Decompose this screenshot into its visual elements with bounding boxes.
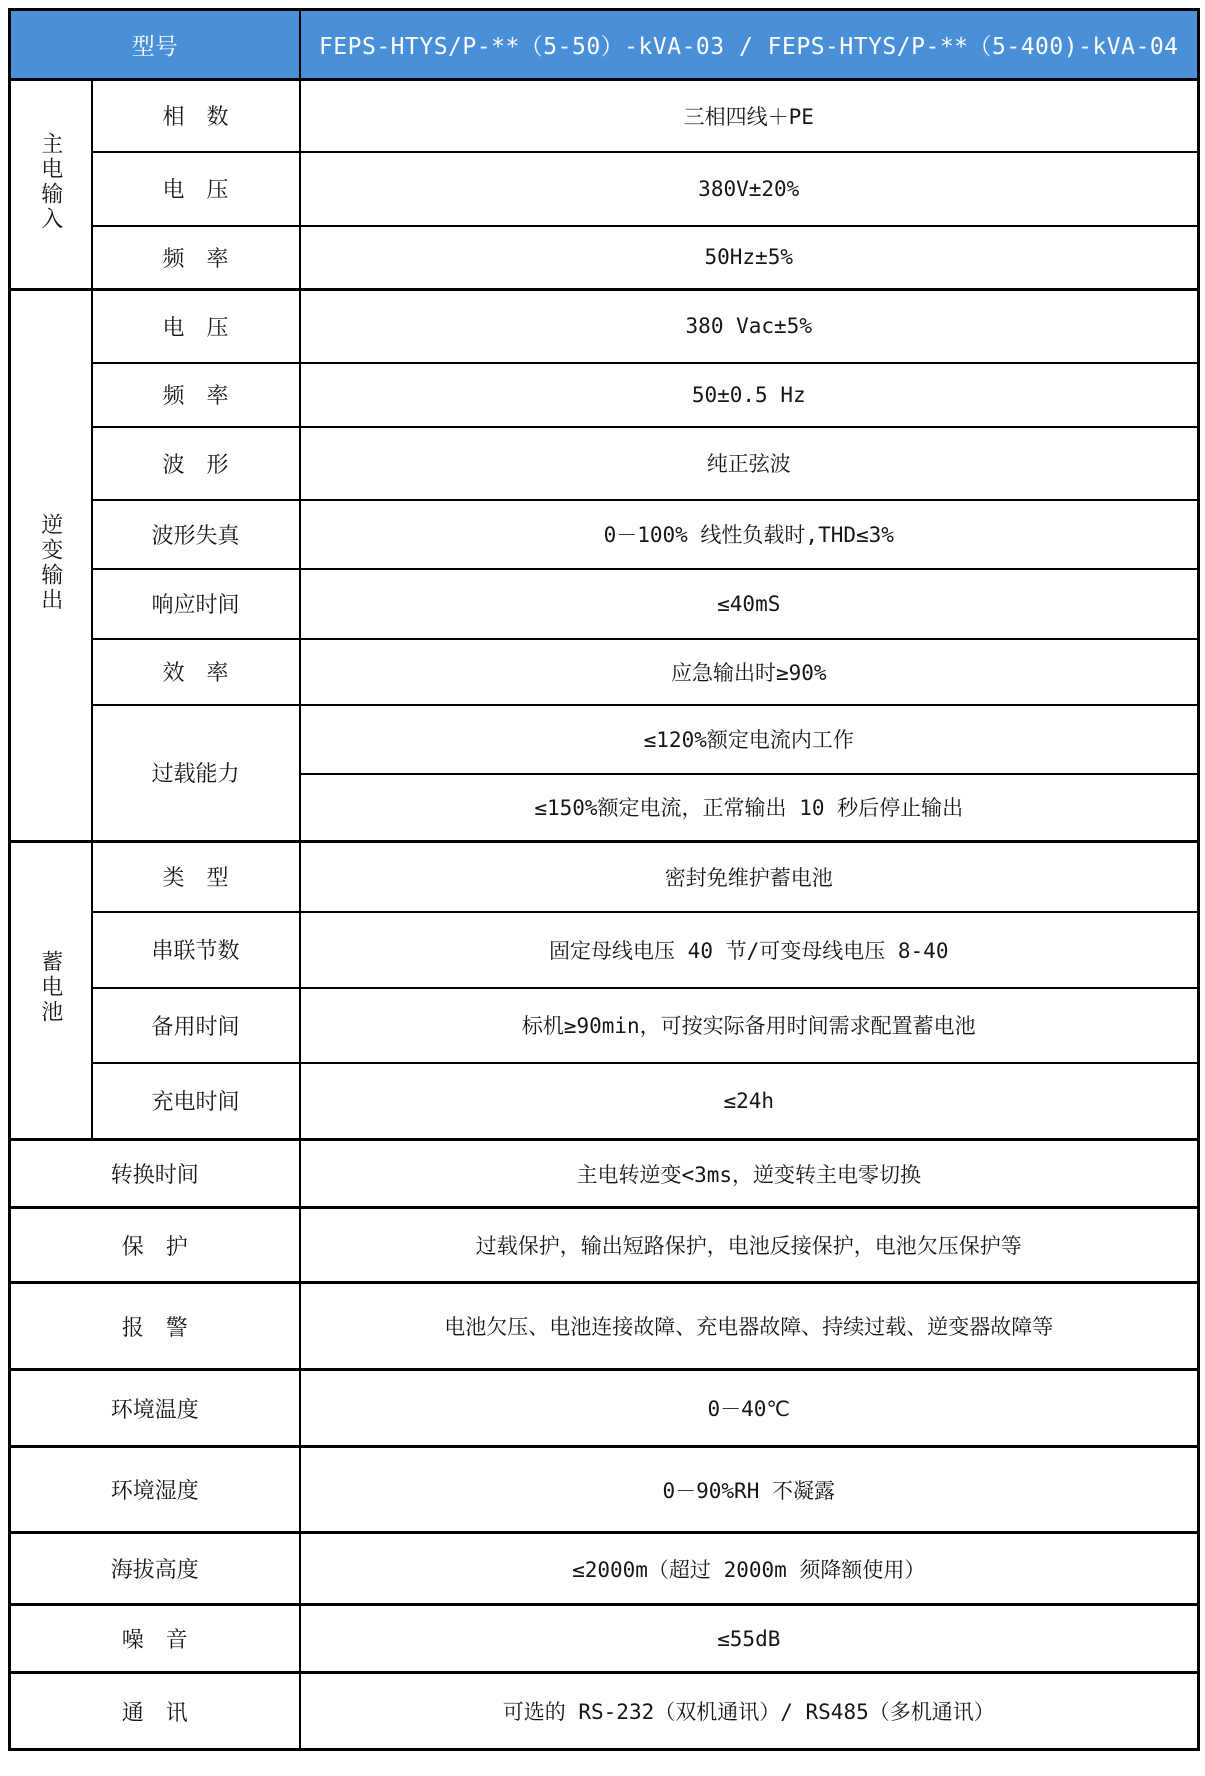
table-row bbox=[10, 988, 1199, 1063]
table-row bbox=[10, 1447, 1199, 1533]
row-label: 频 率 bbox=[92, 226, 300, 290]
table-row bbox=[10, 290, 1199, 363]
row-label: 频 率 bbox=[92, 363, 300, 427]
spec-table bbox=[8, 8, 1200, 1751]
row-label: 噪 音 bbox=[10, 1605, 300, 1673]
table-row bbox=[10, 500, 1199, 569]
model-value-cell: FEPS-HTYS/P-**（5-50）-kVA-03 / FEPS-HTYS/P-**（5-400)-kVA-04 bbox=[300, 10, 1199, 80]
row-label: 效 率 bbox=[92, 639, 300, 705]
table-row bbox=[10, 80, 1199, 152]
row-label-overload: 过载能力 bbox=[92, 705, 300, 842]
row-value: 固定母线电压 40 节/可变母线电压 8-40 bbox=[300, 912, 1199, 988]
row-value: ≤2000m（超过 2000m 须降额使用） bbox=[300, 1533, 1199, 1605]
row-value: 主电转逆变<3ms，逆变转主电零切换 bbox=[300, 1140, 1199, 1208]
row-value: ≤55dB bbox=[300, 1605, 1199, 1673]
row-value: 380V±20% bbox=[300, 152, 1199, 226]
row-value: 0－90%RH 不凝露 bbox=[300, 1447, 1199, 1533]
row-value: 0－40℃ bbox=[300, 1370, 1199, 1447]
row-label: 转换时间 bbox=[10, 1140, 300, 1208]
row-label: 充电时间 bbox=[92, 1063, 300, 1140]
table-row bbox=[10, 363, 1199, 427]
group-cell-main-input bbox=[10, 80, 92, 290]
row-value: 50±0.5 Hz bbox=[300, 363, 1199, 427]
row-value: ≤120%额定电流内工作 bbox=[300, 705, 1199, 774]
row-label: 保 护 bbox=[10, 1208, 300, 1283]
header-row bbox=[10, 10, 1199, 80]
row-value: ≤40mS bbox=[300, 569, 1199, 639]
row-label: 相 数 bbox=[92, 80, 300, 152]
table-row bbox=[10, 226, 1199, 290]
row-value: 可选的 RS-232（双机通讯）/ RS485（多机通讯） bbox=[300, 1673, 1199, 1750]
group-label: 主电输入 bbox=[38, 131, 64, 232]
table-row bbox=[10, 1063, 1199, 1140]
model-label-cell: 型号 bbox=[10, 10, 300, 80]
row-label: 报 警 bbox=[10, 1283, 300, 1370]
row-value: ≤24h bbox=[300, 1063, 1199, 1140]
row-label: 电 压 bbox=[92, 290, 300, 363]
row-label: 串联节数 bbox=[92, 912, 300, 988]
group-cell-battery bbox=[10, 842, 92, 1140]
row-value: 纯正弦波 bbox=[300, 427, 1199, 500]
row-label: 类 型 bbox=[92, 842, 300, 912]
row-label: 波形失真 bbox=[92, 500, 300, 569]
table-row bbox=[10, 912, 1199, 988]
table-row bbox=[10, 639, 1199, 705]
row-label: 响应时间 bbox=[92, 569, 300, 639]
table-row bbox=[10, 569, 1199, 639]
table-row bbox=[10, 152, 1199, 226]
row-label: 通 讯 bbox=[10, 1673, 300, 1750]
row-value: 380 Vac±5% bbox=[300, 290, 1199, 363]
row-value: 0－100% 线性负载时,THD≤3% bbox=[300, 500, 1199, 569]
table-row bbox=[10, 1533, 1199, 1605]
group-cell-inverter-output bbox=[10, 290, 92, 842]
row-label: 波 形 bbox=[92, 427, 300, 500]
table-row bbox=[10, 1605, 1199, 1673]
row-value: 电池欠压、电池连接故障、充电器故障、持续过载、逆变器故障等 bbox=[300, 1283, 1199, 1370]
table-row bbox=[10, 1208, 1199, 1283]
table-row bbox=[10, 1283, 1199, 1370]
row-label: 环境温度 bbox=[10, 1370, 300, 1447]
table-row bbox=[10, 1370, 1199, 1447]
row-value: 标机≥90min，可按实际备用时间需求配置蓄电池 bbox=[300, 988, 1199, 1063]
table-row bbox=[10, 427, 1199, 500]
row-value: 过载保护，输出短路保护，电池反接保护，电池欠压保护等 bbox=[300, 1208, 1199, 1283]
row-value: ≤150%额定电流，正常输出 10 秒后停止输出 bbox=[300, 774, 1199, 842]
row-value: 密封免维护蓄电池 bbox=[300, 842, 1199, 912]
row-label: 电 压 bbox=[92, 152, 300, 226]
table-row bbox=[10, 842, 1199, 912]
row-label: 海拔高度 bbox=[10, 1533, 300, 1605]
table-row bbox=[10, 1140, 1199, 1208]
group-label: 逆变输出 bbox=[38, 512, 64, 613]
group-label: 蓄电池 bbox=[38, 950, 64, 1025]
table-row bbox=[10, 1673, 1199, 1750]
row-label: 备用时间 bbox=[92, 988, 300, 1063]
row-value: 应急输出时≥90% bbox=[300, 639, 1199, 705]
row-label: 环境湿度 bbox=[10, 1447, 300, 1533]
table-row bbox=[10, 705, 1199, 774]
row-value: 50Hz±5% bbox=[300, 226, 1199, 290]
row-value: 三相四线＋PE bbox=[300, 80, 1199, 152]
